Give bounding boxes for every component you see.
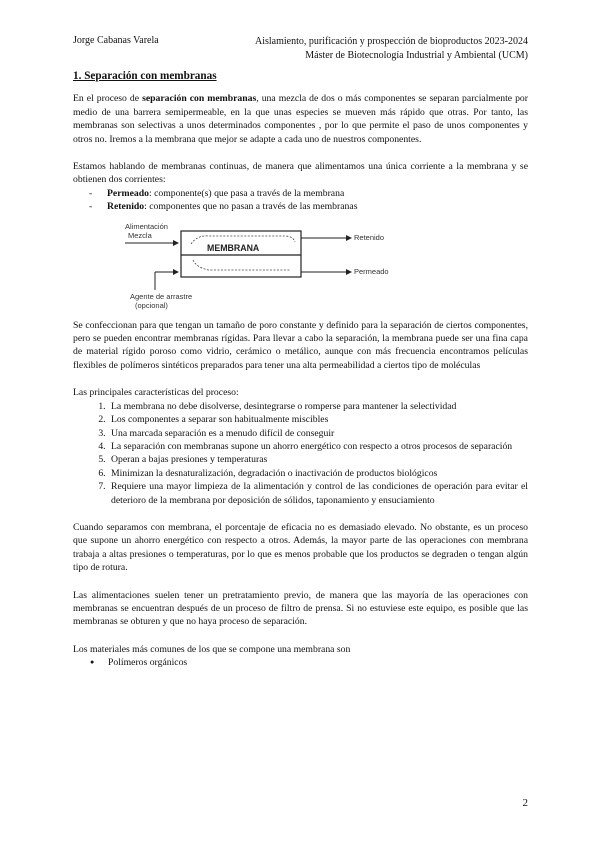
membrane-diagram (125, 220, 405, 312)
continuous-paragraph: Estamos hablando de membranas continuas, de manera que alimentamos una única corriente a la membrana y se obtienen dos corrientes: (73, 161, 528, 186)
features-intro: Las principales características del proceso: (73, 387, 239, 399)
section-title: 1. Separación con membranas (73, 70, 217, 82)
header-program: Máster de Biotecnología Industrial y Ambiental (UCM) (305, 50, 528, 61)
efficiency-paragraph: Cuando separamos con membrana, el porcentaje de eficacia no es demasiado elevado. No obstante, es un proceso que supone un ahorro energético con respecto a otros. Además, la mayor parte de las operaciones con membrana trabaja a altas presiones o temperaturas, por lo que es menos probable que los productos se degraden o tengan algún tipo de rotura. (73, 521, 528, 574)
membrane-label: MEMBRANA (207, 242, 260, 253)
header-author: Jorge Cabanas Varela (73, 35, 159, 46)
intro-paragraph: En el proceso de separación con membranas, una mezcla de dos o más componentes se separan parcialmente por medio de una barrera semipermeable, en la que unas especies se mueven más rápido que otras. Por tanto, las membranas son selectivas a unos determinados componentes , por lo que permite el paso de unos componentes y otros no. Iremos a la membrana que mejor se adapte a cada uno de nuestros componentes. (73, 93, 529, 145)
pretreatment-paragraph: Las alimentaciones suelen tener un pretratamiento previo, de manera que las mayoría de las operaciones con membranas se encuentran después de un proceso de filtro de prensa. Si no estuviese este equipo, es posible que las membranas se obturen y que no haya proceso de separación. (73, 589, 528, 628)
flow-curve-bottom (193, 260, 291, 270)
list-item: 6. Minimizan la desnaturalización, degradación o inactivación de productos biológicos (108, 467, 528, 480)
list-item: - Retenido: componentes que no pasan a través de las membranas (89, 200, 528, 213)
permeate-label: Permeado (354, 266, 389, 276)
main-content (73, 70, 528, 670)
materials-list (73, 656, 528, 669)
manufacture-paragraph: Se confeccionan para que tengan un tamaño de poro constante y definido para la separación de ciertos componentes, pero se pueden encontrar membranas rígidas. Para llevar a cabo la separación, la membrana puede ser una fina capa de material rígido poroso como vidrio, cerámico o metálico, aunque con más frecuencia encontramos películas flexibles de polímeros sintéticos preparados para tener una alta permeabilidad a ciertos tipo de moléculas (73, 319, 528, 371)
page-number: 2 (522, 797, 528, 809)
features-list (73, 400, 528, 507)
list-item: 2. Los componentes a separar son habitualmente miscibles (108, 413, 528, 426)
list-item: 5. Operan a bajas presiones y temperaturas (108, 453, 528, 466)
list-item: 4. La separación con membranas supone un ahorro energético con respecto a otros procesos de separación (108, 440, 528, 453)
list-item: ● Polímeros orgánicos (90, 656, 528, 669)
header-course-info (255, 35, 528, 63)
feed-label-1: Alimentación (125, 221, 168, 231)
materials-intro: Los materiales más comunes de los que se compone una membrana son (73, 643, 351, 655)
list-item: 3. Una marcada separación es a menudo difícil de conseguir (108, 427, 528, 440)
intro-bold-term: separación con membranas (142, 93, 257, 105)
membrane-box (181, 231, 301, 277)
stream-list (73, 187, 528, 214)
list-item: - Permeado: componente(s) que pasa a través de la membrana (89, 187, 528, 200)
sweep-label-2: (opcional) (135, 300, 168, 310)
list-item: 7. Requiere una mayor limpieza de la alimentación y control de las condiciones de operación para evitar el deterioro de la membrana por deposición de sólidos, taponamiento y ensuciamiento (108, 480, 528, 507)
sweep-label-1: Agente de arrastre (130, 291, 193, 301)
retentate-label: Retenido (354, 232, 385, 242)
list-item: 1. La membrana no debe disolverse, desintegrarse o romperse para mantener la selectividad (108, 400, 528, 413)
feed-label-2: Mezcla (128, 230, 152, 240)
header-course: Aislamiento, purificación y prospección de bioproductos 2023-2024 (255, 36, 528, 47)
